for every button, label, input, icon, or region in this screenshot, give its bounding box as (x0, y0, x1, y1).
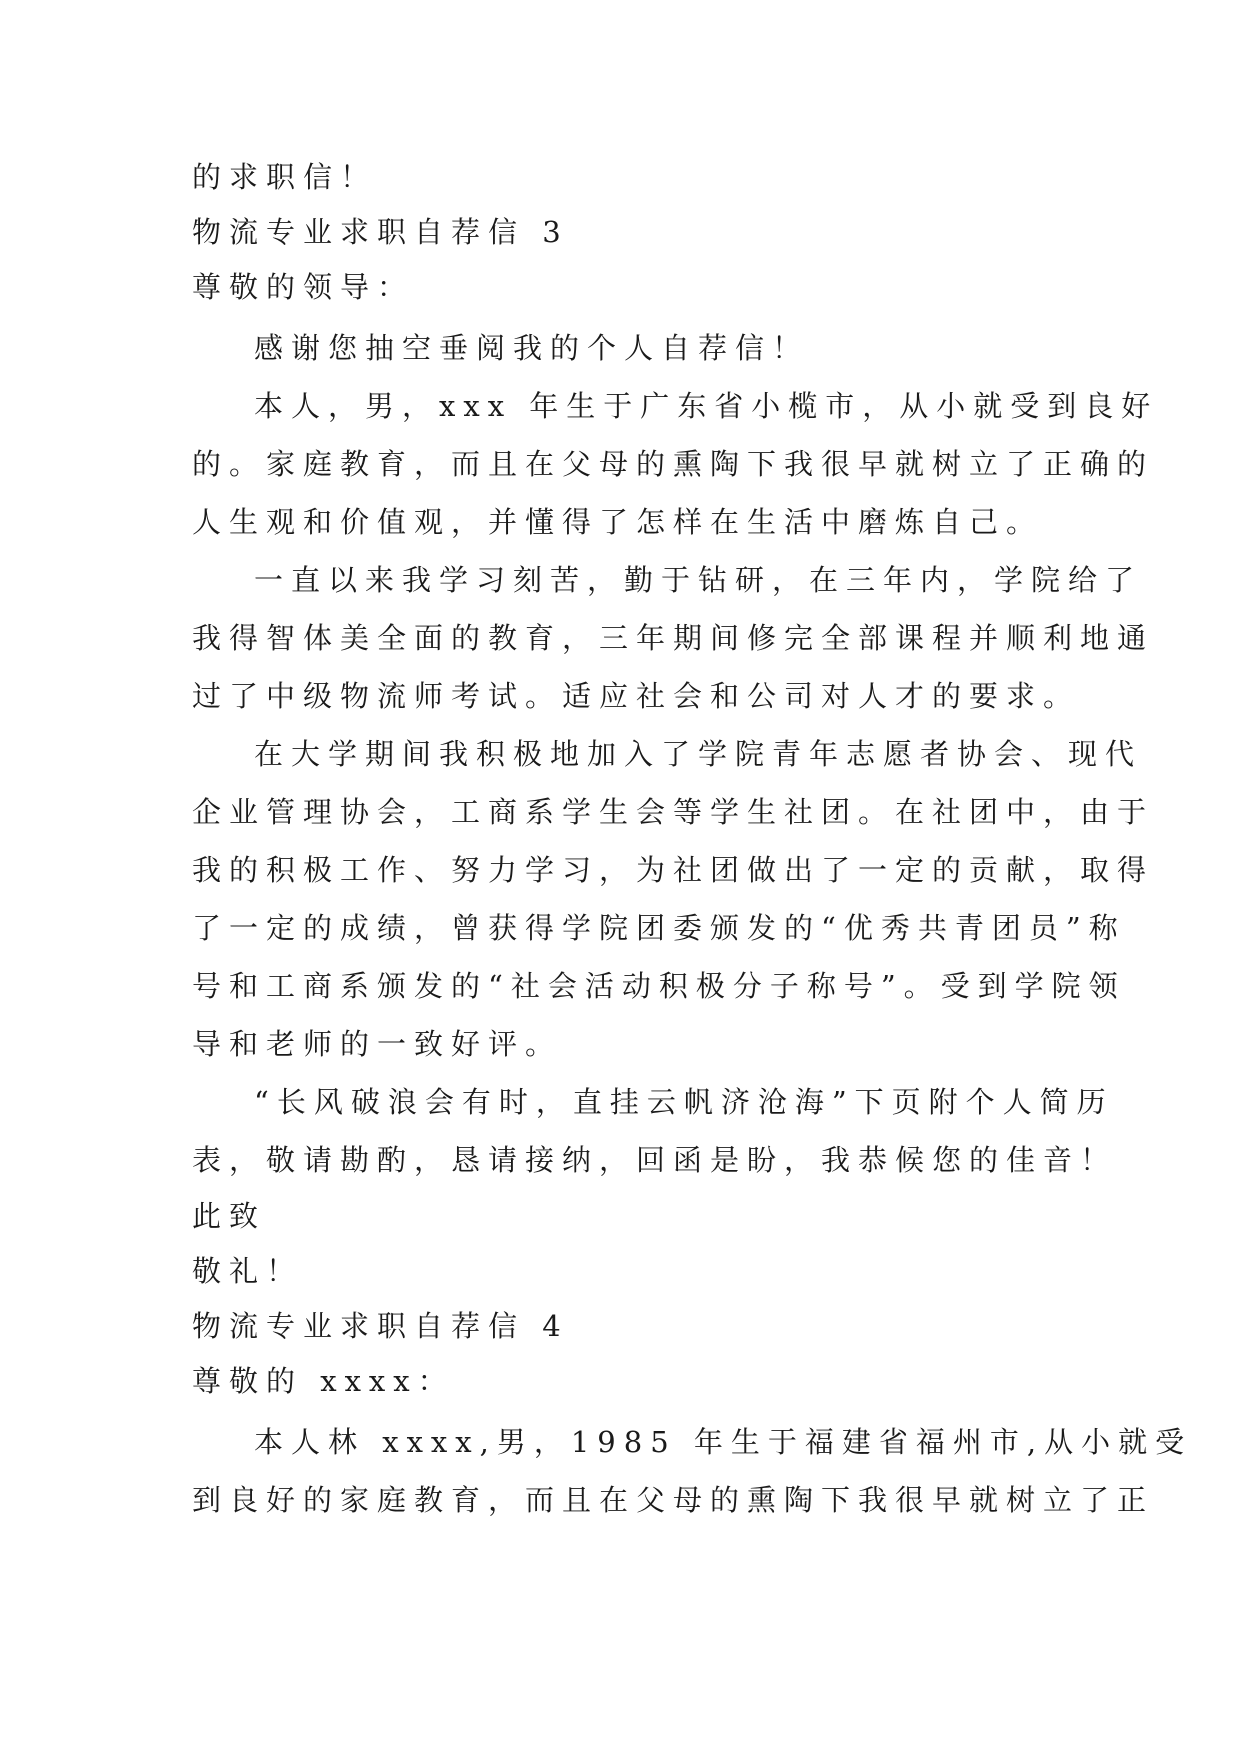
paragraph-line: 我得智体美全面的教育，三年期间修完全部课程并顺利地通 (192, 621, 1155, 655)
paragraph-line: 了一定的成绩，曾获得学院团委颁发的“优秀共青团员”称 (192, 911, 1126, 945)
section-heading-3: 物流专业求职自荐信 3 (192, 215, 569, 249)
salutation: 尊敬的领导： (192, 270, 415, 304)
paragraph-line: “长风破浪会有时，直挂云帆济沧海”下页附个人简历 (254, 1085, 1114, 1119)
paragraph-line: 过了中级物流师考试。适应社会和公司对人才的要求。 (192, 679, 1081, 713)
paragraph-line: 企业管理协会，工商系学生会等学生社团。在社团中，由于 (192, 795, 1155, 829)
closing-line: 此致 (192, 1199, 267, 1233)
paragraph-line: 导和老师的一致好评。 (192, 1027, 563, 1061)
section-heading-4: 物流专业求职自荐信 4 (192, 1309, 569, 1343)
paragraph-line: 到良好的家庭教育，而且在父母的熏陶下我很早就树立了正 (192, 1483, 1155, 1517)
document-page (192, 150, 1193, 1529)
salutation: 尊敬的 xxxx： (192, 1364, 455, 1398)
paragraph-line: 本人，男，xxx 年生于广东省小榄市，从小就受到良好 (254, 389, 1159, 423)
paragraph-line: 一直以来我学习刻苦，勤于钻研，在三年内，学院给了 (254, 563, 1143, 597)
paragraph-line: 号和工商系颁发的“社会活动积极分子称号”。受到学院领 (192, 969, 1126, 1003)
closing-line: 敬礼！ (192, 1254, 304, 1288)
paragraph-line: 在大学期间我积极地加入了学院青年志愿者协会、现代 (254, 737, 1143, 771)
paragraph-line: 人生观和价值观，并懂得了怎样在生活中磨炼自己。 (192, 505, 1044, 539)
paragraph-line: 表，敬请勘酌，恳请接纳，回函是盼，我恭候您的佳音！ (192, 1143, 1118, 1177)
paragraph-line: 感谢您抽空垂阅我的个人自荐信！ (254, 331, 810, 365)
paragraph-line: 本人林 xxxx,男，1985 年生于福建省福州市,从小就受 (254, 1425, 1193, 1459)
paragraph-line: 的。家庭教育，而且在父母的熏陶下我很早就树立了正确的 (192, 447, 1155, 481)
closing-fragment: 的求职信！ (192, 160, 378, 194)
paragraph-line: 我的积极工作、努力学习，为社团做出了一定的贡献，取得 (192, 853, 1155, 887)
